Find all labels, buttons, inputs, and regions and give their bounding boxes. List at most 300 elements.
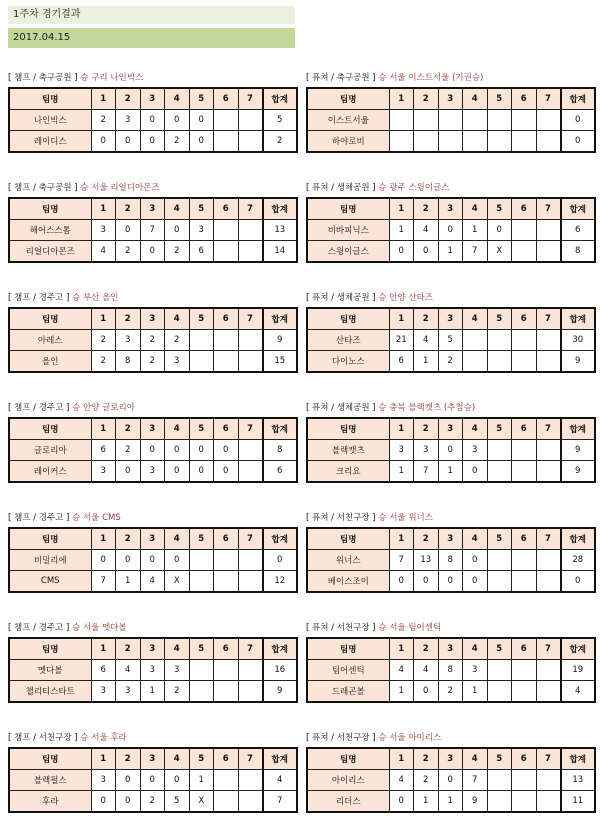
header-inning: 4 bbox=[463, 528, 488, 550]
team-name: 팀어센틱 bbox=[307, 660, 389, 681]
game-block bbox=[8, 731, 296, 813]
inning-score: 6 bbox=[91, 660, 116, 681]
inning-score: 3 bbox=[389, 440, 414, 461]
total-score: 9 bbox=[263, 681, 298, 703]
table-header-row bbox=[307, 308, 595, 330]
inning-score: 0 bbox=[438, 220, 463, 241]
score-table bbox=[8, 637, 298, 703]
game-block bbox=[8, 401, 296, 483]
game-label: [ 퓨쳐 / 서천구장 ] bbox=[306, 513, 376, 523]
team-name: 나인빅스 bbox=[9, 110, 91, 131]
inning-score: 2 bbox=[91, 330, 116, 351]
table-row bbox=[307, 220, 595, 241]
header-inning: 4 bbox=[463, 308, 488, 330]
header-team: 팀명 bbox=[9, 198, 91, 220]
total-score: 0 bbox=[561, 131, 596, 153]
header-inning: 3 bbox=[140, 638, 165, 660]
inning-score: 3 bbox=[91, 770, 116, 791]
total-score: 6 bbox=[561, 220, 596, 241]
inning-score: 1 bbox=[414, 351, 439, 373]
inning-score bbox=[512, 241, 537, 263]
header-inning: 2 bbox=[116, 748, 141, 770]
inning-score bbox=[238, 571, 263, 593]
table-row bbox=[307, 791, 595, 813]
game-label: [ 챔프 / 서천구장 ] bbox=[8, 733, 78, 743]
inning-score: 0 bbox=[438, 770, 463, 791]
header-inning: 3 bbox=[438, 198, 463, 220]
header-inning: 2 bbox=[414, 88, 439, 110]
team-name: 드래곤볼 bbox=[307, 681, 389, 703]
inning-score bbox=[512, 351, 537, 373]
inning-score bbox=[512, 440, 537, 461]
score-table bbox=[8, 197, 298, 263]
game-result: 승 충북 블랙캣츠 (추첨승) bbox=[378, 403, 476, 413]
inning-score: 2 bbox=[165, 330, 190, 351]
game-result: 승 안양 산타즈 bbox=[378, 293, 433, 303]
header-inning: 5 bbox=[487, 88, 512, 110]
header-inning: 4 bbox=[463, 88, 488, 110]
team-name: 다이노스 bbox=[307, 351, 389, 373]
header-inning: 5 bbox=[189, 528, 214, 550]
inning-score: 0 bbox=[165, 110, 190, 131]
inning-score: 8 bbox=[116, 351, 141, 373]
game-caption bbox=[8, 621, 296, 635]
inning-score bbox=[463, 330, 488, 351]
header-inning: 4 bbox=[165, 748, 190, 770]
inning-score: 0 bbox=[414, 241, 439, 263]
inning-score bbox=[536, 791, 561, 813]
header-inning: 5 bbox=[189, 638, 214, 660]
inning-score bbox=[189, 550, 214, 571]
inning-score: 0 bbox=[140, 550, 165, 571]
inning-score: 7 bbox=[463, 241, 488, 263]
inning-score bbox=[414, 110, 439, 131]
inning-score bbox=[214, 770, 239, 791]
inning-score: X bbox=[487, 241, 512, 263]
inning-score: 2 bbox=[165, 241, 190, 263]
game-caption bbox=[306, 71, 594, 85]
inning-score: 3 bbox=[116, 330, 141, 351]
inning-score bbox=[238, 440, 263, 461]
inning-score bbox=[512, 681, 537, 703]
header-inning: 7 bbox=[536, 198, 561, 220]
team-name: 스윙이글스 bbox=[307, 241, 389, 263]
total-score: 13 bbox=[561, 770, 596, 791]
inning-score bbox=[487, 550, 512, 571]
team-name: 이스트서울 bbox=[307, 110, 389, 131]
game-caption bbox=[8, 181, 296, 195]
game-result: 승 부산 올인 bbox=[72, 293, 119, 303]
inning-score: 1 bbox=[438, 791, 463, 813]
header-inning: 2 bbox=[116, 528, 141, 550]
inning-score: 3 bbox=[140, 461, 165, 483]
header-inning: 1 bbox=[389, 638, 414, 660]
total-score: 9 bbox=[561, 440, 596, 461]
inning-score: 0 bbox=[189, 110, 214, 131]
inning-score bbox=[512, 791, 537, 813]
inning-score bbox=[487, 660, 512, 681]
game-result: 승 서울 리얼디아몬즈 bbox=[80, 183, 160, 193]
inning-score: 2 bbox=[140, 330, 165, 351]
game-block bbox=[306, 401, 594, 483]
inning-score: 0 bbox=[140, 770, 165, 791]
game-label: [ 퓨쳐 / 서천구장 ] bbox=[306, 733, 376, 743]
header-inning: 6 bbox=[214, 308, 239, 330]
header-inning: 7 bbox=[536, 528, 561, 550]
game-caption bbox=[8, 71, 296, 85]
team-name: 하야로비 bbox=[307, 131, 389, 153]
inning-score bbox=[389, 110, 414, 131]
inning-score bbox=[512, 131, 537, 153]
header-inning: 4 bbox=[165, 308, 190, 330]
header-inning: 1 bbox=[91, 418, 116, 440]
team-name: 해어스스톰 bbox=[9, 220, 91, 241]
header-team: 팀명 bbox=[9, 308, 91, 330]
header-inning: 6 bbox=[512, 638, 537, 660]
header-inning: 3 bbox=[140, 528, 165, 550]
inning-score: 0 bbox=[189, 461, 214, 483]
header-team: 팀명 bbox=[307, 418, 389, 440]
header-inning: 7 bbox=[536, 88, 561, 110]
inning-score: 1 bbox=[438, 241, 463, 263]
header-inning: 5 bbox=[487, 308, 512, 330]
total-score: 28 bbox=[561, 550, 596, 571]
inning-score: 1 bbox=[189, 770, 214, 791]
inning-score bbox=[214, 220, 239, 241]
total-score: 13 bbox=[263, 220, 298, 241]
header-inning: 6 bbox=[214, 418, 239, 440]
inning-score: 0 bbox=[389, 241, 414, 263]
inning-score: 0 bbox=[214, 440, 239, 461]
team-name: 베이스조이 bbox=[307, 571, 389, 593]
total-score: 12 bbox=[263, 571, 298, 593]
header-inning: 6 bbox=[214, 638, 239, 660]
inning-score bbox=[536, 220, 561, 241]
inning-score: 0 bbox=[389, 791, 414, 813]
score-table bbox=[306, 747, 596, 813]
game-caption bbox=[306, 181, 594, 195]
header-inning: 3 bbox=[140, 748, 165, 770]
inning-score bbox=[487, 110, 512, 131]
total-score: 19 bbox=[561, 660, 596, 681]
inning-score: 3 bbox=[463, 660, 488, 681]
inning-score: 3 bbox=[91, 681, 116, 703]
team-name: 후라 bbox=[9, 791, 91, 813]
total-score: 0 bbox=[561, 571, 596, 593]
score-table bbox=[306, 87, 596, 153]
game-result: 승 서울 팀어센틱 bbox=[378, 623, 442, 633]
inning-score: 2 bbox=[165, 681, 190, 703]
header-inning: 6 bbox=[512, 528, 537, 550]
header-inning: 3 bbox=[438, 308, 463, 330]
header-inning: 3 bbox=[140, 88, 165, 110]
game-label: [ 퓨쳐 / 생체공원 ] bbox=[306, 293, 376, 303]
inning-score bbox=[536, 681, 561, 703]
inning-score bbox=[512, 550, 537, 571]
table-row bbox=[9, 461, 297, 483]
inning-score bbox=[214, 330, 239, 351]
game-block bbox=[8, 181, 296, 263]
inning-score bbox=[536, 571, 561, 593]
header-team: 팀명 bbox=[9, 748, 91, 770]
header-inning: 3 bbox=[438, 748, 463, 770]
header-total: 합계 bbox=[263, 198, 298, 220]
inning-score bbox=[512, 110, 537, 131]
header-inning: 7 bbox=[536, 748, 561, 770]
inning-score bbox=[438, 110, 463, 131]
score-table bbox=[8, 87, 298, 153]
header-inning: 7 bbox=[536, 308, 561, 330]
inning-score bbox=[189, 571, 214, 593]
table-header-row bbox=[307, 88, 595, 110]
score-table bbox=[306, 417, 596, 483]
total-score: 11 bbox=[561, 791, 596, 813]
table-row bbox=[9, 351, 297, 373]
inning-score bbox=[487, 351, 512, 373]
table-row bbox=[307, 440, 595, 461]
header-inning: 6 bbox=[512, 748, 537, 770]
header-inning: 3 bbox=[438, 88, 463, 110]
inning-score bbox=[238, 660, 263, 681]
inning-score bbox=[214, 571, 239, 593]
inning-score bbox=[214, 660, 239, 681]
game-caption bbox=[306, 511, 594, 525]
game-block bbox=[8, 71, 296, 153]
inning-score bbox=[512, 660, 537, 681]
team-name: 올인 bbox=[9, 351, 91, 373]
table-row bbox=[307, 110, 595, 131]
header-inning: 5 bbox=[487, 748, 512, 770]
inning-score bbox=[238, 681, 263, 703]
game-label: [ 퓨쳐 / 축구공원 ] bbox=[306, 73, 376, 83]
game-block bbox=[306, 291, 594, 373]
game-result: 승 서울 멧다볼 bbox=[72, 623, 127, 633]
inning-score: 7 bbox=[414, 461, 439, 483]
inning-score: 2 bbox=[91, 110, 116, 131]
table-row bbox=[307, 131, 595, 153]
total-score: 8 bbox=[561, 241, 596, 263]
inning-score: 4 bbox=[389, 660, 414, 681]
header-inning: 6 bbox=[214, 88, 239, 110]
inning-score bbox=[414, 131, 439, 153]
header-inning: 6 bbox=[512, 308, 537, 330]
inning-score: 2 bbox=[165, 131, 190, 153]
table-row bbox=[9, 681, 297, 703]
team-name: CMS bbox=[9, 571, 91, 593]
header-inning: 1 bbox=[91, 638, 116, 660]
total-score: 6 bbox=[263, 461, 298, 483]
header-inning: 2 bbox=[414, 418, 439, 440]
table-row bbox=[307, 330, 595, 351]
header-inning: 2 bbox=[116, 198, 141, 220]
header-team: 팀명 bbox=[307, 748, 389, 770]
header-total: 합계 bbox=[561, 198, 596, 220]
team-name: 산타즈 bbox=[307, 330, 389, 351]
inning-score bbox=[487, 770, 512, 791]
header-team: 팀명 bbox=[9, 638, 91, 660]
header-total: 합계 bbox=[561, 88, 596, 110]
header-team: 팀명 bbox=[307, 528, 389, 550]
inning-score: 0 bbox=[116, 131, 141, 153]
game-date: 2017.04.15 bbox=[8, 28, 295, 48]
team-name: 위너스 bbox=[307, 550, 389, 571]
game-label: [ 챔프 / 축구공원 ] bbox=[8, 183, 78, 193]
header-team: 팀명 bbox=[307, 88, 389, 110]
game-label: [ 퓨쳐 / 생체공원 ] bbox=[306, 403, 376, 413]
inning-score: 2 bbox=[116, 440, 141, 461]
header-inning: 1 bbox=[389, 308, 414, 330]
header-inning: 7 bbox=[238, 88, 263, 110]
inning-score: 6 bbox=[91, 440, 116, 461]
inning-score: 1 bbox=[463, 681, 488, 703]
header-inning: 3 bbox=[140, 308, 165, 330]
table-row bbox=[307, 351, 595, 373]
team-name: 레이커스 bbox=[9, 461, 91, 483]
inning-score: 1 bbox=[140, 681, 165, 703]
inning-score bbox=[238, 461, 263, 483]
table-header-row bbox=[307, 418, 595, 440]
inning-score: 0 bbox=[414, 571, 439, 593]
inning-score: 7 bbox=[463, 770, 488, 791]
inning-score: 0 bbox=[140, 110, 165, 131]
header-inning: 1 bbox=[389, 418, 414, 440]
header-total: 합계 bbox=[263, 748, 298, 770]
header-inning: 5 bbox=[189, 418, 214, 440]
inning-score: 3 bbox=[189, 220, 214, 241]
inning-score: 4 bbox=[414, 220, 439, 241]
inning-score bbox=[512, 461, 537, 483]
inning-score: 0 bbox=[438, 440, 463, 461]
team-name: 블랙펄스 bbox=[9, 770, 91, 791]
header-total: 합계 bbox=[263, 308, 298, 330]
header-inning: 7 bbox=[536, 638, 561, 660]
game-label: [ 챔프 / 경주고 ] bbox=[8, 513, 70, 523]
inning-score bbox=[512, 330, 537, 351]
inning-score: 0 bbox=[91, 131, 116, 153]
inning-score: 5 bbox=[165, 791, 190, 813]
header-inning: 1 bbox=[91, 88, 116, 110]
header-inning: 2 bbox=[414, 748, 439, 770]
header-inning: 1 bbox=[389, 198, 414, 220]
total-score: 4 bbox=[263, 770, 298, 791]
header-inning: 4 bbox=[463, 748, 488, 770]
inning-score bbox=[487, 791, 512, 813]
inning-score bbox=[189, 681, 214, 703]
inning-score bbox=[238, 330, 263, 351]
inning-score bbox=[214, 351, 239, 373]
header-inning: 6 bbox=[512, 418, 537, 440]
inning-score: 4 bbox=[414, 660, 439, 681]
inning-score: 0 bbox=[116, 550, 141, 571]
header-inning: 3 bbox=[438, 638, 463, 660]
header-inning: 7 bbox=[238, 748, 263, 770]
inning-score: 0 bbox=[487, 220, 512, 241]
header-inning: 1 bbox=[91, 308, 116, 330]
header-inning: 1 bbox=[91, 528, 116, 550]
header-inning: 4 bbox=[463, 198, 488, 220]
header-inning: 4 bbox=[165, 198, 190, 220]
inning-score bbox=[487, 440, 512, 461]
inning-score bbox=[536, 440, 561, 461]
table-row bbox=[9, 131, 297, 153]
score-table bbox=[306, 527, 596, 593]
header-team: 팀명 bbox=[9, 418, 91, 440]
inning-score: 4 bbox=[91, 241, 116, 263]
game-label: [ 챔프 / 축구공원 ] bbox=[8, 73, 78, 83]
header-inning: 7 bbox=[238, 198, 263, 220]
inning-score: 0 bbox=[389, 571, 414, 593]
score-table bbox=[8, 307, 298, 373]
inning-score bbox=[536, 461, 561, 483]
score-table bbox=[306, 637, 596, 703]
inning-score bbox=[238, 791, 263, 813]
header-inning: 6 bbox=[214, 528, 239, 550]
inning-score: 2 bbox=[414, 770, 439, 791]
header-inning: 1 bbox=[389, 528, 414, 550]
header-inning: 2 bbox=[116, 418, 141, 440]
header-team: 팀명 bbox=[9, 88, 91, 110]
inning-score bbox=[512, 571, 537, 593]
game-result: 승 구리 나인빅스 bbox=[80, 73, 144, 83]
header-inning: 3 bbox=[140, 418, 165, 440]
inning-score: 3 bbox=[463, 440, 488, 461]
inning-score bbox=[487, 330, 512, 351]
header-inning: 3 bbox=[140, 198, 165, 220]
table-header-row bbox=[9, 748, 297, 770]
inning-score: 7 bbox=[140, 220, 165, 241]
header-total: 합계 bbox=[263, 528, 298, 550]
table-row bbox=[9, 330, 297, 351]
inning-score: 0 bbox=[189, 131, 214, 153]
table-header-row bbox=[9, 528, 297, 550]
header-inning: 7 bbox=[238, 308, 263, 330]
game-label: [ 퓨쳐 / 서천구장 ] bbox=[306, 623, 376, 633]
inning-score: 1 bbox=[389, 681, 414, 703]
inning-score bbox=[463, 110, 488, 131]
header-inning: 7 bbox=[238, 418, 263, 440]
inning-score: 0 bbox=[116, 770, 141, 791]
inning-score: 0 bbox=[116, 461, 141, 483]
header-inning: 1 bbox=[389, 88, 414, 110]
inning-score: 3 bbox=[414, 440, 439, 461]
header-team: 팀명 bbox=[307, 308, 389, 330]
inning-score: X bbox=[189, 791, 214, 813]
header-inning: 2 bbox=[116, 638, 141, 660]
inning-score bbox=[463, 351, 488, 373]
header-inning: 3 bbox=[438, 528, 463, 550]
header-inning: 6 bbox=[512, 198, 537, 220]
inning-score: 1 bbox=[389, 461, 414, 483]
table-row bbox=[9, 571, 297, 593]
table-header-row bbox=[307, 638, 595, 660]
header-inning: 4 bbox=[463, 638, 488, 660]
page-title: 1주차 경기결과 bbox=[8, 6, 295, 24]
header-inning: 5 bbox=[487, 528, 512, 550]
inning-score: 3 bbox=[116, 110, 141, 131]
team-name: 멧다볼 bbox=[9, 660, 91, 681]
header-team: 팀명 bbox=[307, 638, 389, 660]
game-caption bbox=[306, 291, 594, 305]
inning-score: 6 bbox=[189, 241, 214, 263]
inning-score: 13 bbox=[414, 550, 439, 571]
inning-score bbox=[214, 550, 239, 571]
inning-score: 4 bbox=[140, 571, 165, 593]
game-block bbox=[8, 291, 296, 373]
team-name: 레이디스 bbox=[9, 131, 91, 153]
table-row bbox=[9, 440, 297, 461]
game-label: [ 퓨쳐 / 생체공원 ] bbox=[306, 183, 376, 193]
inning-score: 0 bbox=[414, 681, 439, 703]
